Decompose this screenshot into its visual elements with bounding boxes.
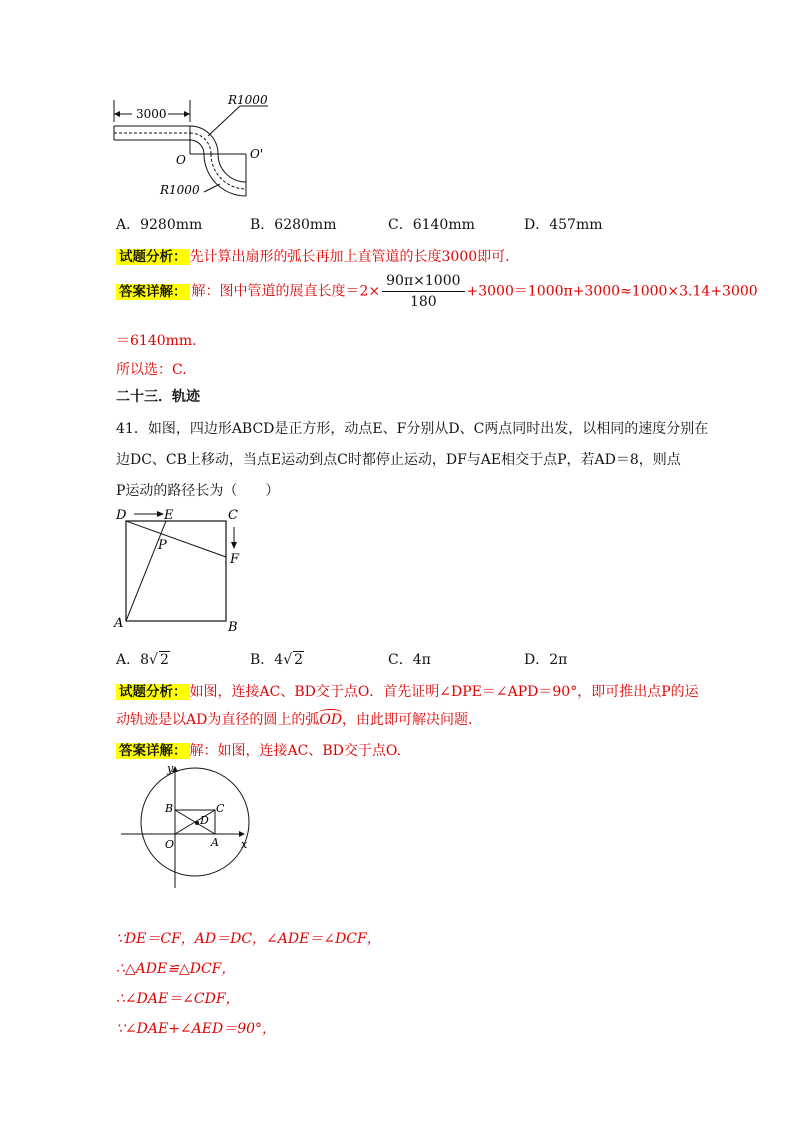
q41-stem-line2: 边DC、CB上移动，当点E运动到点C时都停止运动，DF与AE相交于点P，若AD＝8，则点 <box>116 452 681 468</box>
q41-option-a <box>116 649 170 669</box>
q41-analysis-line1 <box>116 680 699 701</box>
pipe-length-label: 3000 <box>136 107 167 121</box>
q41-answer-tag: 答案详解： <box>116 743 190 759</box>
sq-label-e: E <box>164 508 174 523</box>
sq-label-b: B <box>228 620 238 635</box>
pipe-o-prime-label: O' <box>250 147 264 161</box>
q41-option-a-prefix: A．8 <box>116 652 150 668</box>
circ-label-o: O <box>165 838 175 851</box>
q41-option-b-prefix: B．4 <box>250 652 284 668</box>
sqrt-symbol-icon: √ <box>283 652 293 668</box>
q41-option-b <box>250 649 304 669</box>
q40-analysis-text: 先计算出扇形的弧长再加上直管道的长度3000即可. <box>189 249 510 265</box>
q41-option-d: D．2π <box>524 652 568 668</box>
pipe-o-label: O <box>176 153 186 167</box>
circ-label-x: x <box>241 838 248 851</box>
q40-option-c: C．6140mm <box>388 217 475 233</box>
q40-option-b: B．6280mm <box>250 217 337 233</box>
sq-label-d: D <box>116 508 127 523</box>
q40-choice: 所以选：C. <box>116 362 187 378</box>
sq-label-a: A <box>114 616 124 631</box>
square-figure <box>110 505 250 635</box>
circ-label-b: B <box>165 802 174 815</box>
q41-stem-line3: P运动的路径长为（ ） <box>116 483 280 499</box>
q41-analysis-arc: OD <box>319 712 343 728</box>
q40-frac-num: 90π×1000 <box>382 271 464 292</box>
q41-stem-line1: 41．如图，四边形ABCD是正方形，动点E、F分别从D、C两点同时出发，以相同的速度分别在 <box>116 421 709 437</box>
q41-option-c: C．4π <box>388 652 431 668</box>
q41-answer <box>116 739 401 760</box>
proof-line-4: ∵∠DAE+∠AED＝90°， <box>116 1021 277 1037</box>
q41-analysis-text2a: 动轨迹是以AD为直径的圆上的弧 <box>116 712 320 728</box>
q41-option-a-radicand: 2 <box>159 652 169 668</box>
q40-answer-prefix: 解：图中管道的展直长度＝2× <box>191 283 381 300</box>
pipe-r-bottom-label: R1000 <box>160 183 200 197</box>
circle-figure <box>115 762 255 898</box>
circ-label-a: A <box>211 836 219 849</box>
q40-answer-line2: ＝6140mm. <box>116 333 197 349</box>
q40-analysis-tag: 试题分析： <box>116 249 190 265</box>
circ-label-y: y <box>167 762 174 775</box>
q40-analysis <box>116 245 510 266</box>
q40-option-a: A．9280mm <box>116 217 203 233</box>
q41-analysis-line2 <box>116 709 473 729</box>
q41-analysis-text2b: ，由此即可解决问题. <box>342 712 473 728</box>
q41-analysis-tag: 试题分析： <box>116 684 190 700</box>
pipe-figure <box>108 92 288 200</box>
q41-option-b-radicand: 2 <box>294 652 304 668</box>
sqrt-symbol-icon: √ <box>149 652 158 668</box>
q41-analysis-text1: 如图，连接AC、BD交于点O．首先证明∠DPE＝∠APD＝90°，即可推出点P的运 <box>189 684 699 700</box>
sq-label-f: F <box>230 552 240 567</box>
q41-answer-text: 解：如图，连接AC、BD交于点O. <box>189 743 401 759</box>
q40-answer-tag: 答案详解： <box>116 284 190 300</box>
section-title: 二十三．轨迹 <box>116 389 200 405</box>
q40-frac-den: 180 <box>409 294 437 310</box>
proof-line-3: ∴∠DAE＝∠CDF， <box>116 991 240 1007</box>
sq-label-p: P <box>158 538 167 553</box>
q40-answer-suffix: +3000＝1000π+3000≈1000×3.14+3000 <box>466 283 758 300</box>
circ-label-d: D <box>200 814 209 827</box>
proof-line-2: ∴△ADE≌△DCF， <box>116 961 236 977</box>
proof-line-1: ∵DE＝CF，AD＝DC，∠ADE＝∠DCF， <box>116 931 381 947</box>
circ-label-c: C <box>216 802 225 815</box>
sq-label-c: C <box>228 508 238 523</box>
q40-fraction <box>382 271 464 312</box>
q40-answer <box>116 271 758 312</box>
pipe-r-top-label: R1000 <box>228 93 268 107</box>
q40-option-d: D．457mm <box>524 217 603 233</box>
